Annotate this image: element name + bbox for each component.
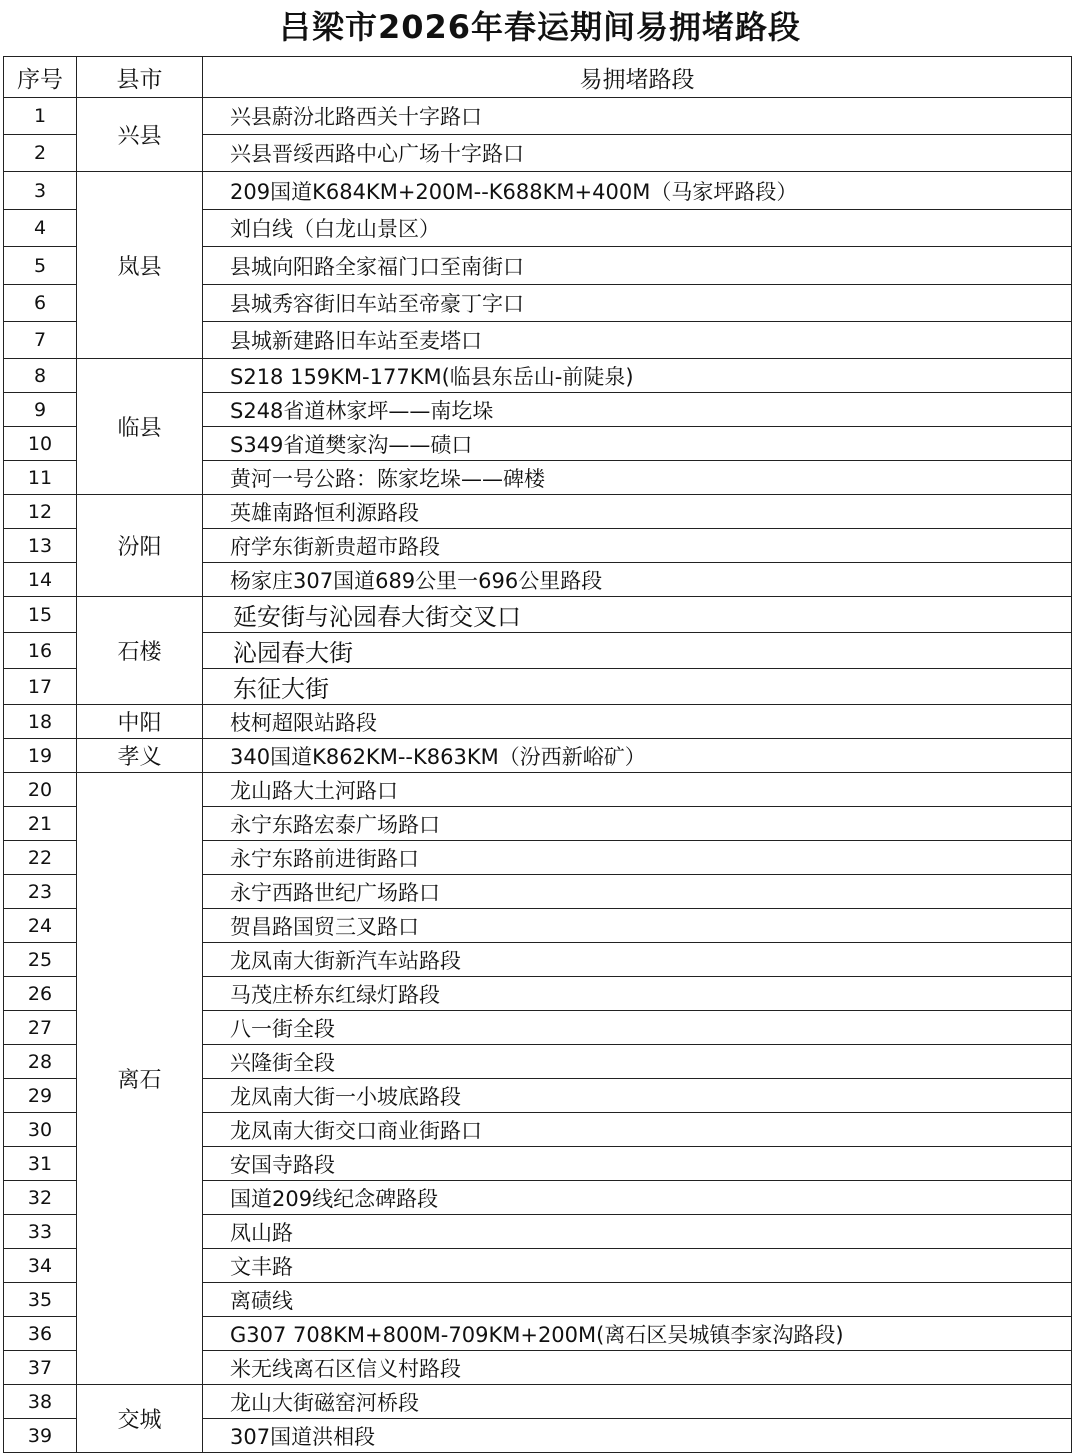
table-row (4, 359, 1072, 393)
table-body (4, 98, 1072, 1453)
row-number: 1 (4, 98, 77, 135)
page-title: 吕梁市2026年春运期间易拥堵路段 (278, 8, 802, 46)
row-number: 20 (4, 773, 77, 807)
row-number: 34 (4, 1249, 77, 1283)
table-row (4, 705, 1072, 739)
row-number: 17 (4, 669, 77, 705)
table-row (4, 1385, 1072, 1419)
row-number: 19 (4, 739, 77, 773)
road-cell: 县城秀容街旧车站至帝豪丁字口 (203, 285, 1072, 322)
row-number: 31 (4, 1147, 77, 1181)
row-number: 3 (4, 172, 77, 210)
header-road: 易拥堵路段 (203, 57, 1072, 98)
row-number: 2 (4, 135, 77, 172)
row-number: 14 (4, 563, 77, 597)
road-cell: 县城向阳路全家福门口至南街口 (203, 247, 1072, 285)
row-number: 25 (4, 943, 77, 977)
row-number: 26 (4, 977, 77, 1011)
road-cell: 八一街全段 (203, 1011, 1072, 1045)
road-cell: 县城新建路旧车站至麦塔口 (203, 322, 1072, 359)
table-row (4, 739, 1072, 773)
row-number: 23 (4, 875, 77, 909)
road-cell: 米无线离石区信义村路段 (203, 1351, 1072, 1385)
row-number: 10 (4, 427, 77, 461)
header-num: 序号 (4, 57, 77, 98)
header-row (4, 57, 1072, 98)
road-cell: 兴县晋绥西路中心广场十字路口 (203, 135, 1072, 172)
header-county: 县市 (77, 57, 203, 98)
road-cell: 龙山路大土河路口 (203, 773, 1072, 807)
road-cell: 209国道K684KM+200M--K688KM+400M（马家坪路段） (203, 172, 1072, 210)
road-cell: 沁园春大街 (203, 633, 1072, 669)
row-number: 28 (4, 1045, 77, 1079)
road-cell: 府学东街新贵超市路段 (203, 529, 1072, 563)
road-cell: 兴隆街全段 (203, 1045, 1072, 1079)
row-number: 36 (4, 1317, 77, 1351)
road-cell: G307 708KM+800M-709KM+200M(离石区吴城镇李家沟路段) (203, 1317, 1072, 1351)
row-number: 18 (4, 705, 77, 739)
county-cell: 中阳 (77, 705, 203, 739)
row-number: 32 (4, 1181, 77, 1215)
row-number: 11 (4, 461, 77, 495)
county-cell: 汾阳 (77, 495, 203, 597)
table-row (4, 597, 1072, 633)
county-cell: 离石 (77, 773, 203, 1385)
row-number: 24 (4, 909, 77, 943)
road-cell: S248省道林家坪——南圪垛 (203, 393, 1072, 427)
road-cell: 龙凤南大街一小坡底路段 (203, 1079, 1072, 1113)
road-cell: 东征大街 (203, 669, 1072, 705)
road-cell: 离碛线 (203, 1283, 1072, 1317)
row-number: 9 (4, 393, 77, 427)
road-cell: 延安街与沁园春大街交叉口 (203, 597, 1072, 633)
row-number: 30 (4, 1113, 77, 1147)
county-cell: 孝义 (77, 739, 203, 773)
road-cell: 340国道K862KM--K863KM（汾西新峪矿） (203, 739, 1072, 773)
road-cell: 杨家庄307国道689公里一696公里路段 (203, 563, 1072, 597)
table-row (4, 98, 1072, 135)
row-number: 38 (4, 1385, 77, 1419)
row-number: 29 (4, 1079, 77, 1113)
table-row (4, 172, 1072, 210)
row-number: 13 (4, 529, 77, 563)
road-cell: 国道209线纪念碑路段 (203, 1181, 1072, 1215)
road-cell: 马茂庄桥东红绿灯路段 (203, 977, 1072, 1011)
road-cell: 刘白线（白龙山景区） (203, 210, 1072, 247)
road-cell: 永宁东路宏泰广场路口 (203, 807, 1072, 841)
road-cell: 凤山路 (203, 1215, 1072, 1249)
row-number: 21 (4, 807, 77, 841)
row-number: 5 (4, 247, 77, 285)
county-cell: 交城 (77, 1385, 203, 1453)
row-number: 12 (4, 495, 77, 529)
row-number: 39 (4, 1419, 77, 1453)
road-cell: 307国道洪相段 (203, 1419, 1072, 1453)
road-cell: 永宁东路前进街路口 (203, 841, 1072, 875)
county-cell: 岚县 (77, 172, 203, 359)
row-number: 7 (4, 322, 77, 359)
county-cell: 临县 (77, 359, 203, 495)
table-row (4, 773, 1072, 807)
road-cell: 龙凤南大街交口商业街路口 (203, 1113, 1072, 1147)
county-cell: 石楼 (77, 597, 203, 705)
row-number: 6 (4, 285, 77, 322)
row-number: 37 (4, 1351, 77, 1385)
road-cell: 安国寺路段 (203, 1147, 1072, 1181)
row-number: 15 (4, 597, 77, 633)
road-cell: 龙山大街磁窑河桥段 (203, 1385, 1072, 1419)
row-number: 4 (4, 210, 77, 247)
county-cell: 兴县 (77, 98, 203, 172)
road-cell: S218 159KM-177KM(临县东岳山-前陡泉) (203, 359, 1072, 393)
row-number: 27 (4, 1011, 77, 1045)
road-cell: 文丰路 (203, 1249, 1072, 1283)
table-row (4, 495, 1072, 529)
road-cell: 黄河一号公路：陈家圪垛——碑楼 (203, 461, 1072, 495)
row-number: 22 (4, 841, 77, 875)
road-table (3, 56, 1072, 1453)
row-number: 33 (4, 1215, 77, 1249)
row-number: 35 (4, 1283, 77, 1317)
row-number: 8 (4, 359, 77, 393)
road-cell: 龙凤南大街新汽车站路段 (203, 943, 1072, 977)
road-cell: S349省道樊家沟——碛口 (203, 427, 1072, 461)
road-cell: 英雄南路恒利源路段 (203, 495, 1072, 529)
road-cell: 贺昌路国贸三叉路口 (203, 909, 1072, 943)
row-number: 16 (4, 633, 77, 669)
road-cell: 永宁西路世纪广场路口 (203, 875, 1072, 909)
road-cell: 兴县蔚汾北路西关十字路口 (203, 98, 1072, 135)
road-cell: 枝柯超限站路段 (203, 705, 1072, 739)
